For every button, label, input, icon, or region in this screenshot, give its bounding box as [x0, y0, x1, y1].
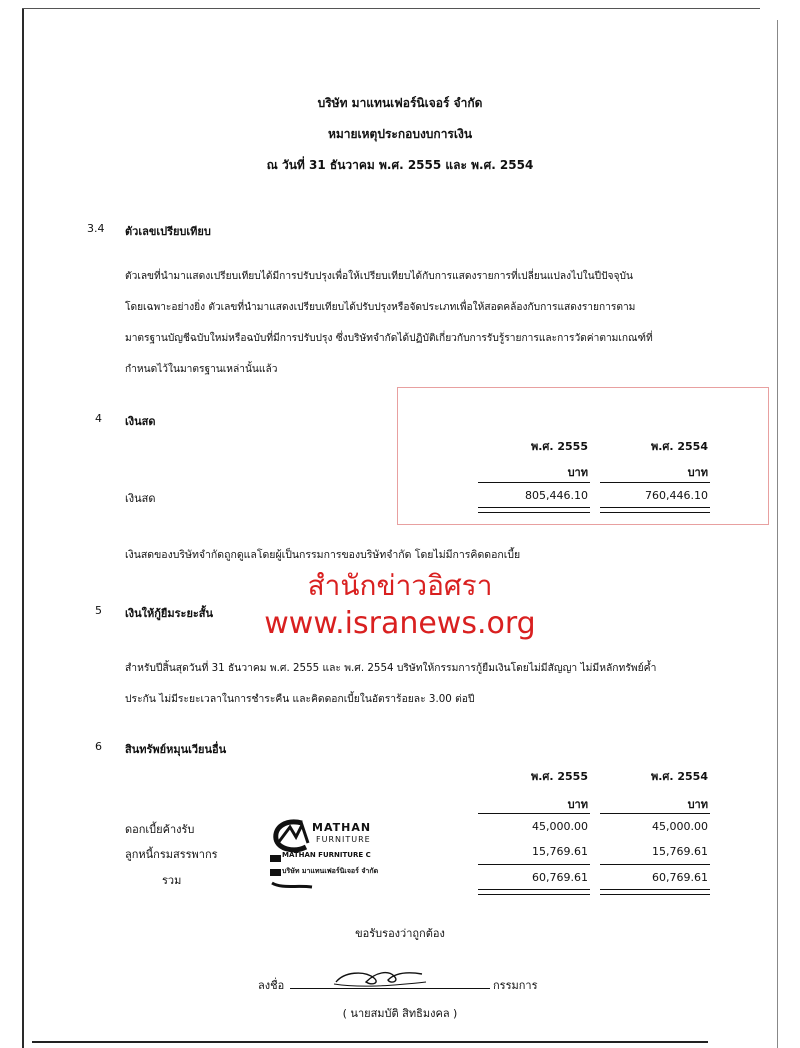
total-double-rule-2555 [478, 889, 590, 895]
section-3-4-title: ตัวเลขเปรียบเทียบ [125, 225, 211, 238]
company-stamp [268, 813, 418, 895]
cash-double-rule-2555 [478, 507, 590, 513]
section-3-4-line-1: ตัวเลขที่นำมาแสดงเปรียบเทียบได้มีการปรับปรุงเพื่อให้เปรียบเทียบได้กับการแสดงรายการที่เปลี่ยนแปลงไปในปีปัจจุบัน [125, 271, 633, 282]
section-6-number: 6 [95, 740, 102, 753]
other-assets-col-2555: พ.ศ. 2555 [530, 770, 588, 783]
section-4-number: 4 [95, 412, 102, 425]
cash-unit-2555: บาท [567, 466, 588, 479]
section-4-title: เงินสด [125, 415, 156, 428]
table-row-value-2555: 15,769.61 [532, 845, 588, 858]
stamp-line-1: MATHAN FURNITURE C [282, 851, 371, 859]
table-row-label: ลูกหนี้กรมสรรพากร [125, 848, 218, 861]
section-3-4-line-3: มาตรฐานบัญชีฉบับใหม่หรือฉบับที่มีการปรับปรุง ซึ่งบริษัทจำกัดได้ปฏิบัติเกี่ยวกับการรับรู้รายการและการวัดค่าตามเกณฑ์ที่ [125, 333, 653, 344]
cash-rule-2554 [600, 482, 710, 483]
document-title: หมายเหตุประกอบงบการเงิน [327, 127, 473, 141]
other-assets-unit-2554: บาท [687, 798, 708, 811]
section-6-title: สินทรัพย์หมุนเวียนอื่น [125, 743, 227, 756]
sign-label: ลงชื่อ [258, 979, 285, 992]
watermark-url: www.isranews.org [264, 606, 536, 641]
cash-double-rule-2554 [600, 507, 710, 513]
cash-value-2555: 805,446.10 [525, 489, 588, 502]
section-3-4-line-2: โดยเฉพาะอย่างยิ่ง ตัวเลขที่นำมาแสดงเปรียบเทียบได้ปรับปรุงหรือจัดประเภทเพื่อให้สอดคล้องกับการแสดงรายการตาม [125, 302, 636, 313]
handwritten-signature-icon [330, 966, 430, 990]
certify-text: ขอรับรองว่าถูกต้อง [355, 927, 445, 940]
section-5-line-1: สำหรับปีสิ้นสุดวันที่ 31 ธันวาคม พ.ศ. 2555 และ พ.ศ. 2554 บริษัทให้กรรมการกู้ยืมเงินโดยไม่มีสัญญา ไม่มีหลักทรัพย์ค้ำ [125, 662, 657, 674]
other-assets-rule-2554 [600, 813, 710, 814]
cash-col-2554: พ.ศ. 2554 [650, 440, 708, 453]
section-3-4-number: 3.4 [87, 222, 105, 235]
other-assets-rule-2555 [478, 813, 590, 814]
date-line: ณ วันที่ 31 ธันวาคม พ.ศ. 2555 และ พ.ศ. 2554 [266, 158, 534, 172]
table-row-value-2555: 45,000.00 [532, 820, 588, 833]
stamp-line-2: บริษัท มาแทนเฟอร์นิเจอร์ จำกัด [282, 867, 379, 875]
table-row-value-2554: 15,769.61 [652, 845, 708, 858]
cash-unit-2554: บาท [687, 466, 708, 479]
total-value-2555: 60,769.61 [532, 871, 588, 884]
other-assets-unit-2555: บาท [567, 798, 588, 811]
cash-note: เงินสดของบริษัทจำกัดถูกดูแลโดยผู้เป็นกรรมการของบริษัทจำกัด โดยไม่มีการคิดดอกเบี้ย [125, 549, 521, 561]
total-value-2554: 60,769.61 [652, 871, 708, 884]
cash-row-label: เงินสด [125, 492, 156, 505]
signer-role: กรรมการ [493, 979, 538, 992]
section-5-title: เงินให้กู้ยืมระยะสั้น [125, 607, 214, 620]
page-top-edge [22, 8, 760, 9]
section-5-number: 5 [95, 604, 102, 617]
total-double-rule-2554 [600, 889, 710, 895]
other-assets-subtotal-rule-2554 [600, 864, 710, 865]
stamp-sub-text: FURNITURE [316, 835, 371, 844]
cash-value-2554: 760,446.10 [645, 489, 708, 502]
other-assets-col-2554: พ.ศ. 2554 [650, 770, 708, 783]
cash-rule-2555 [478, 482, 590, 483]
table-row-value-2554: 45,000.00 [652, 820, 708, 833]
page-bottom-rule [32, 1041, 708, 1043]
highlight-box [397, 387, 769, 525]
stamp-logo-text: MATHAN [312, 821, 372, 834]
table-row-label: ดอกเบี้ยค้างรับ [125, 823, 195, 836]
section-5-line-2: ประกัน ไม่มีระยะเวลาในการชำระคืน และคิดดอกเบี้ยในอัตราร้อยละ 3.00 ต่อปี [125, 693, 475, 705]
cash-col-2555: พ.ศ. 2555 [530, 440, 588, 453]
other-assets-subtotal-rule-2555 [478, 864, 590, 865]
company-name: บริษัท มาแทนเฟอร์นิเจอร์ จำกัด [317, 96, 483, 110]
signer-name: ( นายสมบัติ สิทธิมงคล ) [342, 1007, 458, 1020]
section-3-4-line-4: กำหนดไว้ในมาตรฐานเหล่านั้นแล้ว [125, 364, 278, 375]
total-label: รวม [162, 874, 182, 887]
watermark-name: สำนักข่าวอิศรา [307, 569, 493, 602]
